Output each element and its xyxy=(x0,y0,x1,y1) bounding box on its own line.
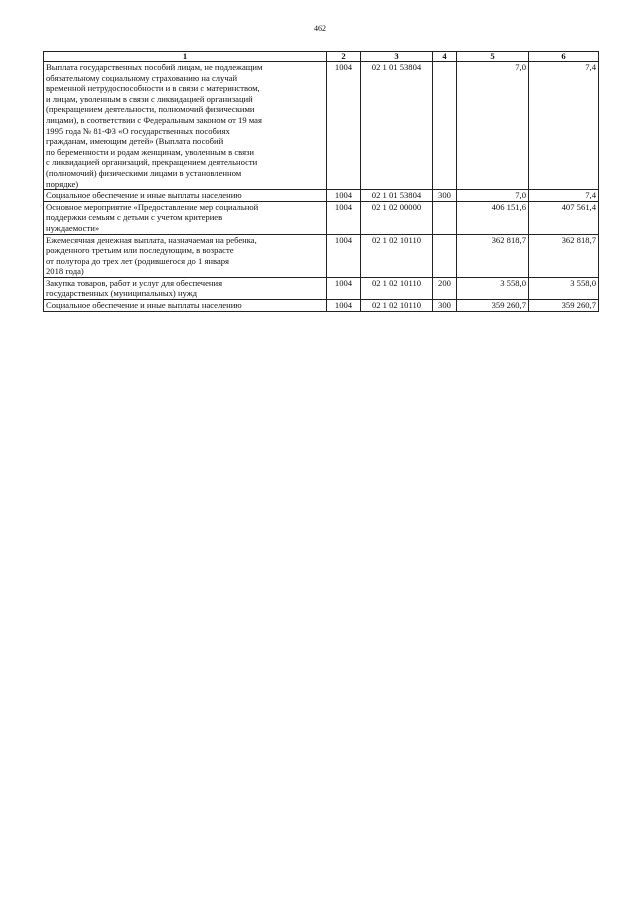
row-name: Закупка товаров, работ и услуг для обеспечения государственных (муниципальных) нужд xyxy=(44,277,327,299)
row-code: 02 1 02 10110 xyxy=(361,277,433,299)
row-code: 02 1 02 10110 xyxy=(361,300,433,312)
row-value-5: 7,0 xyxy=(457,62,529,190)
table-body xyxy=(44,62,599,312)
table-row xyxy=(44,234,599,277)
row-value-6: 7,4 xyxy=(529,190,599,202)
row-value-6: 407 561,4 xyxy=(529,201,599,234)
row-name: Социальное обеспечение и иные выплаты населению xyxy=(44,190,327,202)
row-type: 200 xyxy=(433,277,457,299)
row-section: 1004 xyxy=(327,234,361,277)
row-value-5: 3 558,0 xyxy=(457,277,529,299)
budget-table xyxy=(43,51,599,312)
row-section: 1004 xyxy=(327,300,361,312)
row-name: Выплата государственных пособий лицам, не подлежащим обязательному социальному страхованию на случай временной нетрудоспособности и в связи с материнством, и лицам, уволенным в связи с ликвидацией организаций (прекращением деятельности, полномочий физическими лицами), в соответствии с Федеральным законом от 19 мая 1995 года № 81-ФЗ «О государственных пособиях гражданам, имеющим детей» (Выплата пособий по беременности и родам женщинам, уволенным в связи с ликвидацией организаций, прекращением деятельности (полномочий) физическими лицами в установленном порядке) xyxy=(44,62,327,190)
row-section: 1004 xyxy=(327,62,361,190)
table-row xyxy=(44,201,599,234)
row-name: Социальное обеспечение и иные выплаты населению xyxy=(44,300,327,312)
row-value-5: 359 260,7 xyxy=(457,300,529,312)
row-name: Основное мероприятие «Предоставление мер социальной поддержки семьям с детьми с учетом критериев нуждаемости» xyxy=(44,201,327,234)
table-header xyxy=(44,52,599,62)
table-row xyxy=(44,190,599,202)
table-row xyxy=(44,277,599,299)
row-code: 02 1 01 53804 xyxy=(361,190,433,202)
row-value-6: 359 260,7 xyxy=(529,300,599,312)
header-col-4: 4 xyxy=(433,52,457,62)
row-value-5: 7,0 xyxy=(457,190,529,202)
header-col-6: 6 xyxy=(529,52,599,62)
row-code: 02 1 02 00000 xyxy=(361,201,433,234)
row-value-5: 362 818,7 xyxy=(457,234,529,277)
row-code: 02 1 01 53804 xyxy=(361,62,433,190)
page-number: 462 xyxy=(314,24,326,33)
header-col-2: 2 xyxy=(327,52,361,62)
header-col-3: 3 xyxy=(361,52,433,62)
header-col-1: 1 xyxy=(44,52,327,62)
row-section: 1004 xyxy=(327,277,361,299)
row-type: 300 xyxy=(433,190,457,202)
row-section: 1004 xyxy=(327,201,361,234)
table-row xyxy=(44,62,599,190)
row-type xyxy=(433,201,457,234)
row-type xyxy=(433,234,457,277)
row-code: 02 1 02 10110 xyxy=(361,234,433,277)
row-value-6: 362 818,7 xyxy=(529,234,599,277)
row-value-6: 3 558,0 xyxy=(529,277,599,299)
row-type xyxy=(433,62,457,190)
row-value-6: 7,4 xyxy=(529,62,599,190)
row-section: 1004 xyxy=(327,190,361,202)
row-name: Ежемесячная денежная выплата, назначаемая на ребенка, рожденного третьим или последующим, в возрасте от полутора до трех лет (родившегося до 1 января 2018 года) xyxy=(44,234,327,277)
row-value-5: 406 151,6 xyxy=(457,201,529,234)
row-type: 300 xyxy=(433,300,457,312)
header-row xyxy=(44,52,599,62)
header-col-5: 5 xyxy=(457,52,529,62)
table-row xyxy=(44,300,599,312)
